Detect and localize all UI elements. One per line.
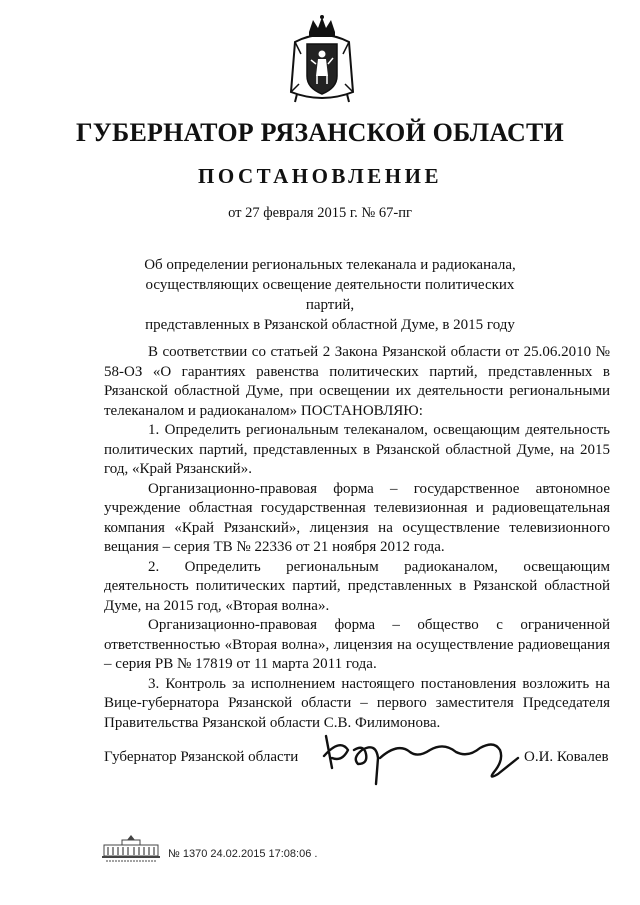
body-paragraph-item-2: 2. Определить региональным радиоканалом, освещающим деятельность политических партий, представленных в Рязанской областной Думе, на 2015 год, «Вторая волна». [104, 558, 610, 614]
signatory-name: О.И. Ковалев [524, 749, 609, 765]
coat-of-arms-emblem [287, 14, 357, 106]
body-paragraph-item-1-form: Организационно-правовая форма – государственное автономное учреждение областная государственная телевизионная и радиовещательная компания «Край Рязанский», лицензия на осуществление телевизионного вещания – серия ТВ № 22336 от 21 ноября 2012 года. [104, 480, 610, 555]
subject-line: Об определении региональных телеканала и радиоканала, [144, 257, 516, 273]
document-type-heading: ПОСТАНОВЛЕНИЕ [198, 164, 442, 188]
body-paragraph-item-3: 3. Контроль за исполнением настоящего постановления возложить на Вице-губернатора Рязанской области – первого заместителя Председателя Правительства Рязанской области С.В. Филимонова. [104, 675, 610, 731]
subject-line: осуществляющих освещение деятельности политических партий, [145, 277, 515, 313]
document-date-number: от 27 февраля 2015 г. № 67-пг [228, 205, 412, 221]
body-paragraph-item-1: 1. Определить региональным телеканалом, освещающим деятельность политических партий, представленных в Рязанской областной Думе, на 2015 год, «Край Рязанский». [104, 422, 610, 477]
signatory-position: Губернатор Рязанской области [104, 749, 299, 765]
governor-title: ГУБЕРНАТОР РЯЗАНСКОЙ ОБЛАСТИ [76, 118, 564, 147]
body-paragraph-preamble: В соответствии со статьей 2 Закона Рязанской области от 25.06.2010 № 58-ОЗ «О гарантиях равенства политических партий, представленных в Рязанской областной Думе, при освещении их деятельности региональными телеканалом и радиоканалом» ПОСТАНОВЛЯЮ: [104, 344, 610, 419]
subject-line: представленных в Рязанской областной Думе, в 2015 году [145, 317, 515, 333]
body-paragraph-item-2-form: Организационно-правовая форма – общество с ограниченной ответственностью «Вторая волна», лицензия на осуществление радиовещания – серия РВ № 17819 от 11 марта 2011 года. [104, 617, 610, 672]
building-stamp-icon [100, 834, 162, 864]
document-subject [120, 255, 540, 335]
document-body [104, 343, 610, 733]
handwritten-signature [318, 728, 528, 788]
registration-stamp: № 1370 24.02.2015 17:08:06 . [168, 848, 318, 860]
